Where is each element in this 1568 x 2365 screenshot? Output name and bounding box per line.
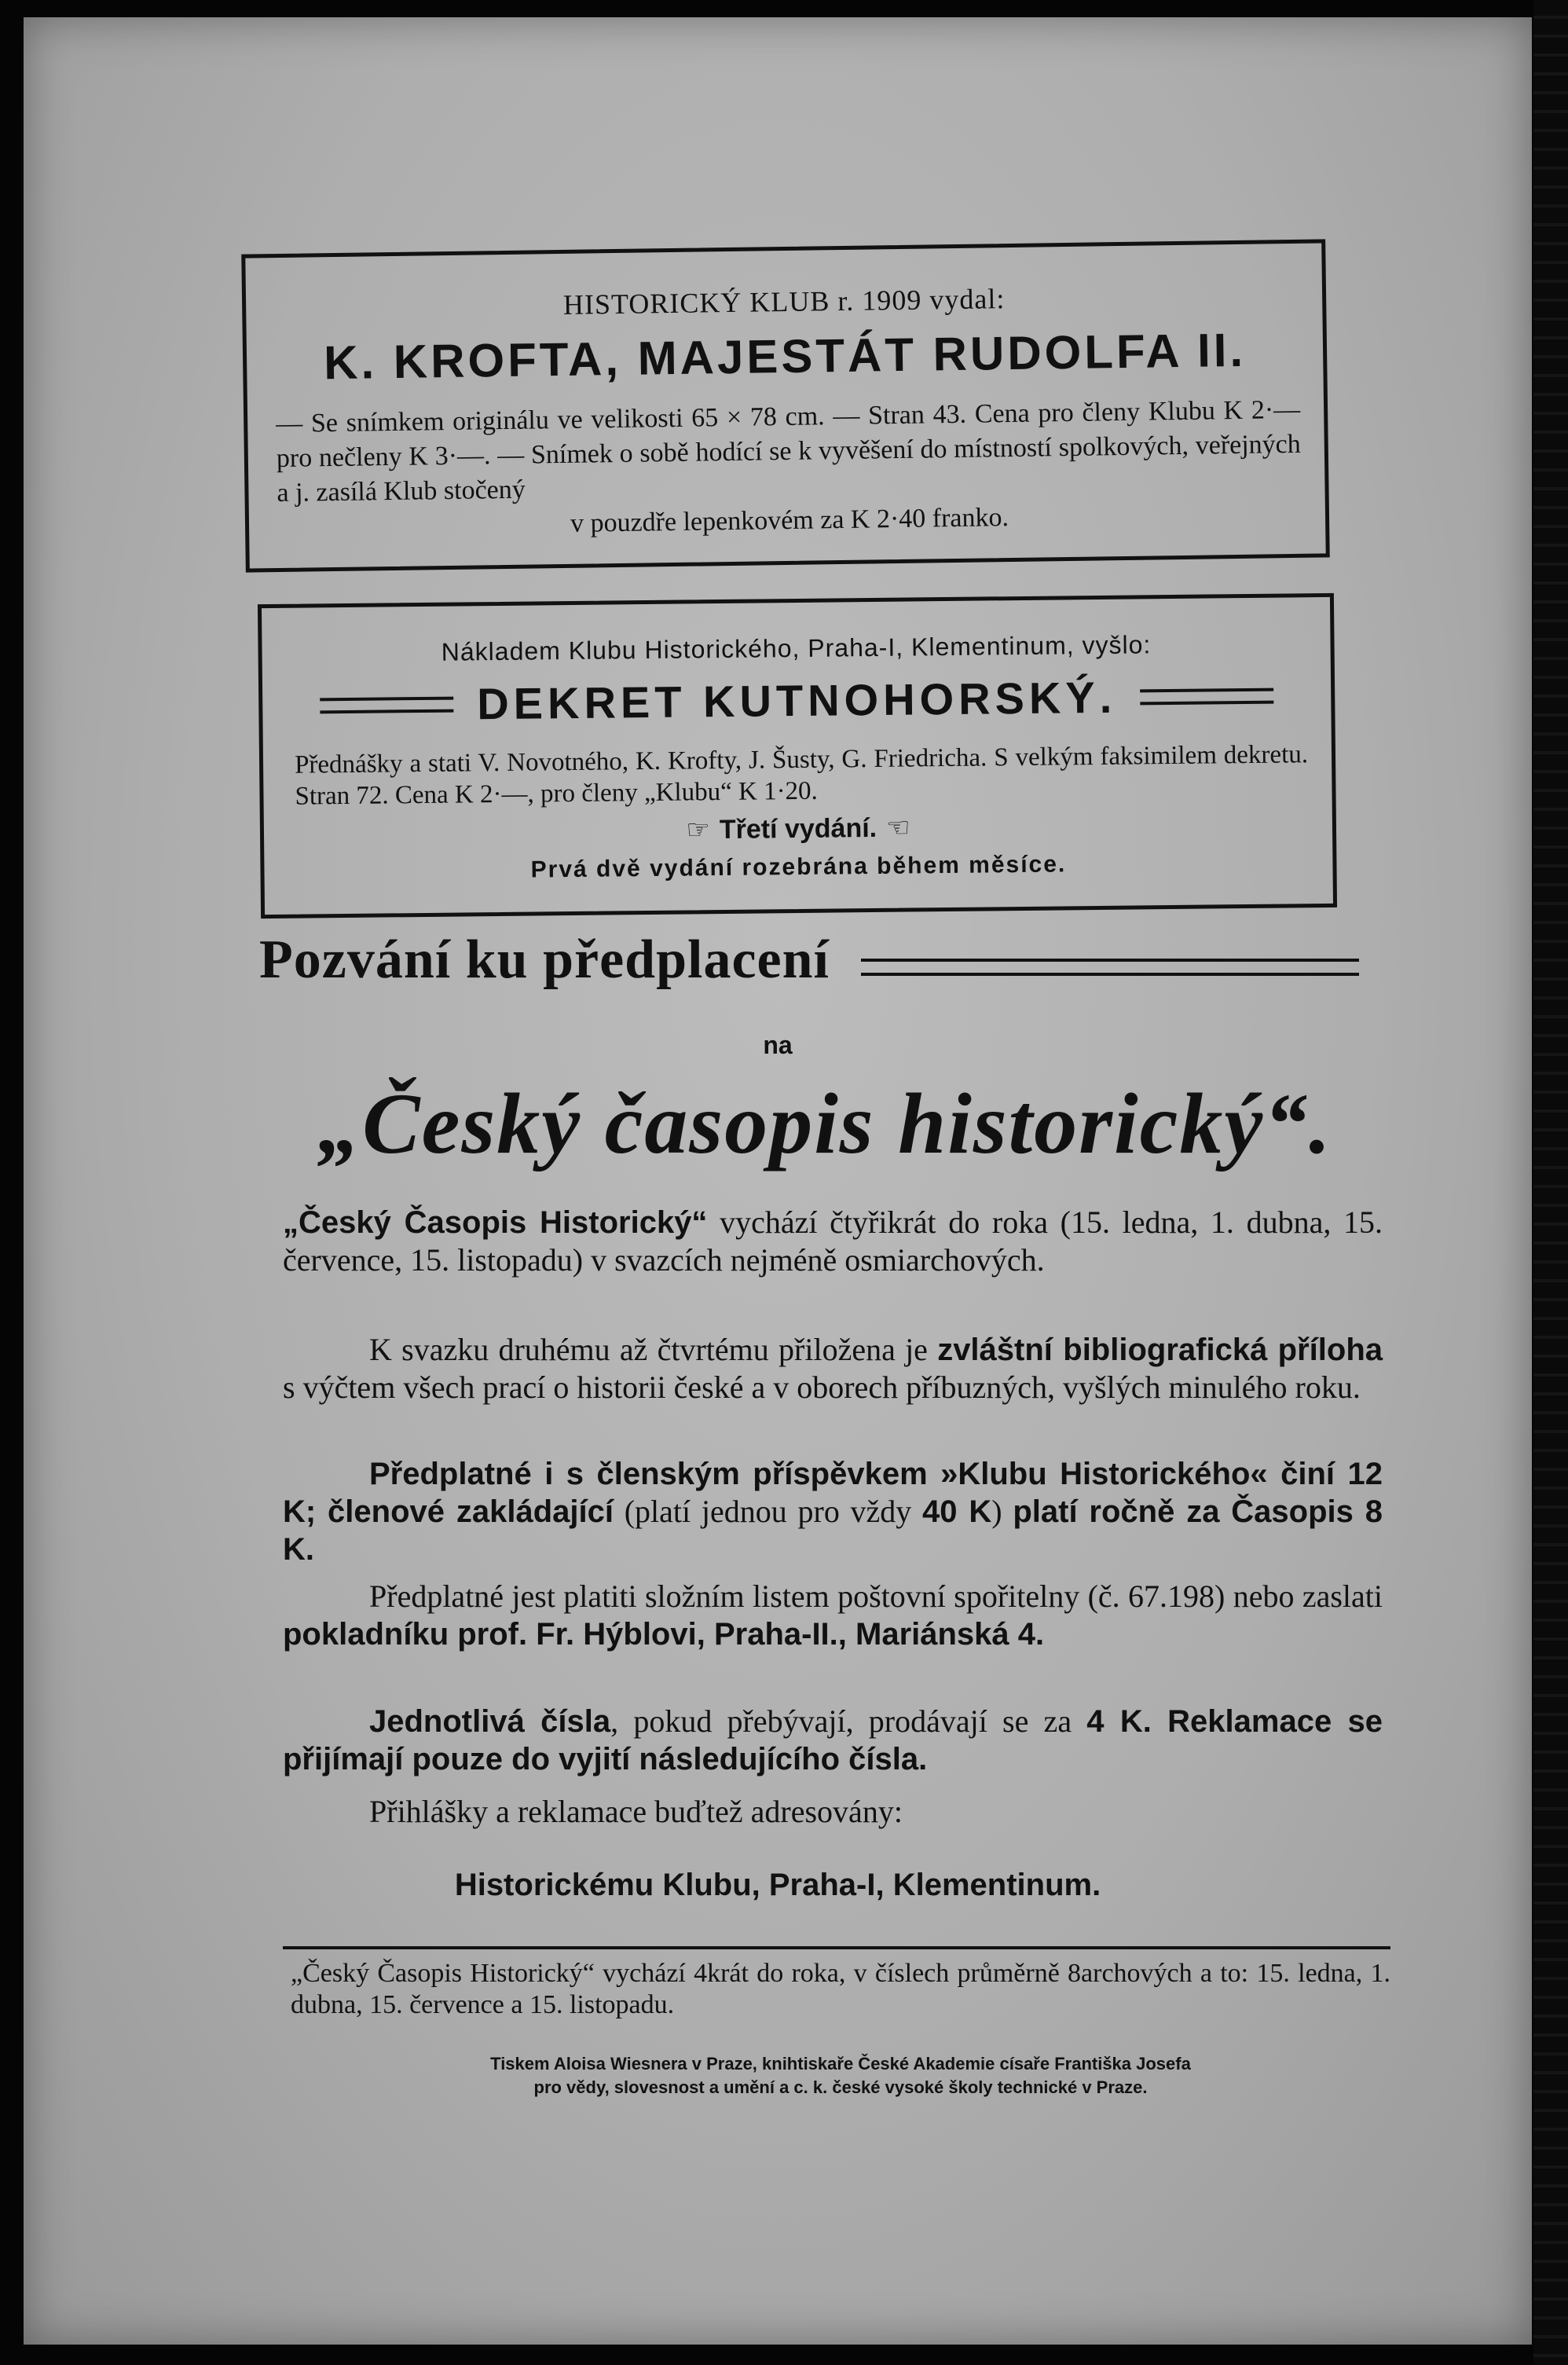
p4-text: Předplatné jest platiti složním listem poštovní spořitelny (č. 67.198) nebo zaslati — [369, 1578, 1383, 1614]
p3-text-mid: (platí jednou pro vždy — [614, 1494, 923, 1529]
paragraph-single-issues — [283, 1703, 1383, 1778]
ad2-note: Prvá dvě vydání rozebrána během měsíce. — [530, 851, 1067, 883]
p2-bold: zvláštní bibliografická příloha — [937, 1333, 1383, 1367]
ad2-body: Přednášky a stati V. Novotného, K. Krofty, J. Šusty, G. Friedricha. S velkým faksimilem dekretu. Stran 72. Cena K 2·—, pro členy „Klubu“ K 1·20. — [294, 740, 1309, 811]
paragraph-payment — [283, 1578, 1383, 1653]
p5-bold-2: 4 K. Reklamace se přijímají pouze do vyjití následujícího čísla. — [283, 1704, 1383, 1776]
page — [24, 17, 1532, 2345]
invitation-title: Pozvání ku předplacení — [259, 930, 830, 990]
p5-bold-1: Jednotlivá čísla — [369, 1704, 611, 1739]
advertisement-majestat — [241, 239, 1330, 572]
printer-imprint — [354, 2052, 1328, 2099]
pointing-hand-left-icon: ☜ — [885, 812, 910, 843]
invitation-heading — [259, 929, 1359, 992]
paragraph-applications: Přihlášky a reklamace buďtež adresovány: — [369, 1794, 903, 1829]
ad2-edition-row — [264, 808, 1332, 850]
p5-text: , pokud přebývají, prodávají se za — [610, 1703, 1087, 1739]
paragraph-supplement — [283, 1331, 1383, 1406]
footer-note: „Český Časopis Historický“ vychází 4krát do roka, v číslech průměrně 8archových a to: 15. ledna, 1. dubna, 15. července a 15. listopadu. — [291, 1959, 1390, 2019]
imprint-line-1: Tiskem Aloisa Wiesnera v Praze, knihtiskaře České Akademie císaře Františka Josefa — [490, 2054, 1191, 2074]
p3-bold-1: Předplatné i s členským příspěvkem »Klubu Historického« činí 12 K; členové zakládající — [283, 1457, 1383, 1529]
advertisement-dekret — [258, 593, 1337, 918]
ad1-body — [276, 393, 1302, 545]
paragraph-subscription — [283, 1455, 1383, 1568]
ad1-body-text: — Se snímkem originálu ve velikosti 65 × 78 cm. — Stran 43. Cena pro členy Klubu K 2·— pro nečleny K 3·—. — Snímek o sobě hodící se k vyvěšení do místností spolkových, veřejných a j. zasílá Klub stočený — [276, 394, 1302, 508]
ad1-body-last-line: v pouzdře lepenkovém za K 2·40 franko. — [570, 503, 1009, 538]
imprint-line-2: pro vědy, slovesnost a umění a c. k. české vysoké školy technické v Praze. — [533, 2077, 1148, 2097]
invitation-na: na — [763, 1031, 793, 1059]
p2-text-a: K svazku druhému až čtvrtému přiložena je — [369, 1332, 938, 1367]
ad2-edition: Třetí vydání. — [719, 812, 877, 845]
p1-bold: „Český Časopis Historický“ — [283, 1205, 708, 1240]
ad2-title-row — [262, 669, 1332, 732]
p3-bold-3: platí ročně za Časopis 8 K. — [283, 1494, 1383, 1567]
invitation-double-rule — [861, 959, 1359, 976]
p3-text-end: ) — [991, 1494, 1013, 1529]
double-rule-right — [1140, 688, 1273, 705]
pointing-hand-right-icon: ☞ — [686, 815, 711, 845]
ad1-title: K. KROFTA, MAJESTÁT RUDOLFA II. — [323, 323, 1247, 390]
film-edge-strip — [1533, 0, 1568, 2365]
ad2-title: DEKRET KUTNOHORSKÝ. — [476, 672, 1117, 729]
p1-text: vychází čtyřikrát do roka (15. ledna, 1. dubna, 15. července, 15. listopadu) v svazcích nejméně osmiarchových. — [283, 1204, 1383, 1278]
p3-bold-2: 40 K — [922, 1494, 992, 1529]
ad2-publisher-line: Nákladem Klubu Historického, Praha-I, Klementinum, vyšlo: — [441, 630, 1152, 666]
p2-text-b: s výčtem všech prací o historii české a v oborech příbuzných, vyšlých minulého roku. — [283, 1370, 1361, 1405]
p4-bold: pokladníku prof. Fr. Hýblovi, Praha-II., Mariánská 4. — [283, 1617, 1045, 1652]
footer-rule — [283, 1946, 1390, 1949]
club-address: Historickému Klubu, Praha-I, Klementinum. — [454, 1868, 1101, 1902]
paragraph-publication — [283, 1204, 1383, 1279]
double-rule-left — [320, 696, 453, 713]
journal-title: „Český časopis historický“. — [317, 1076, 1332, 1172]
ad1-publisher-line: HISTORICKÝ KLUB r. 1909 vydal: — [562, 283, 1006, 321]
